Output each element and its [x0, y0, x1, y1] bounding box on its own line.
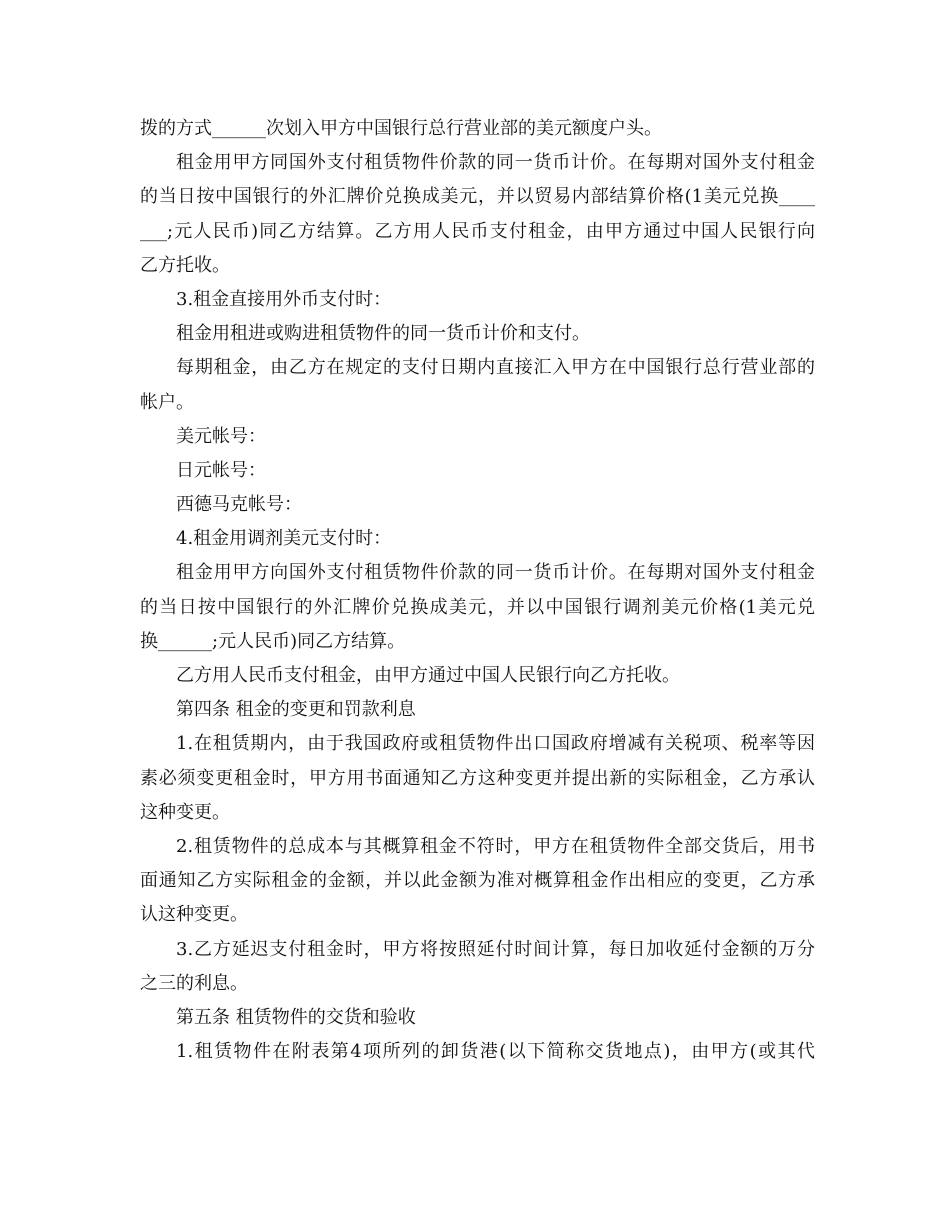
text-line: 帐户。	[140, 391, 194, 413]
text-line: 第四条 租金的变更和罚款利息	[176, 699, 416, 721]
text-line: 拨的方式______次划入甲方中国银行总行营业部的美元额度户头。	[140, 118, 662, 139]
text-line: 2.租赁物件的总成本与其概算租金不符时，甲方在租赁物件全部交货后，用书	[176, 835, 815, 857]
text-line: ___;元人民币)同乙方结算。乙方用人民币支付租金，由甲方通过中国人民银行向	[140, 220, 815, 242]
text-line: 乙方用人民币支付租金，由甲方通过中国人民银行向乙方托收。	[176, 665, 680, 686]
text-line: 1.租赁物件在附表第4项所列的卸货港(以下简称交货地点)，由甲方(或其代	[176, 1041, 815, 1063]
text-line: 4.租金用调剂美元支付时：	[176, 528, 392, 550]
text-line: 租金用甲方同国外支付租赁物件价款的同一货币计价。在每期对国外支付租金	[176, 152, 815, 174]
text-line: 美元帐号：	[176, 425, 266, 447]
text-line: 这种变更。	[140, 801, 230, 823]
text-line: 素必须变更租金时，甲方用书面通知乙方这种变更并提出新的实际租金，乙方承认	[140, 767, 815, 789]
text-line: 租金用租进或购进租赁物件的同一货币计价和支付。	[176, 323, 590, 345]
text-line: 3.乙方延迟支付租金时，甲方将按照延付时间计算，每日加收延付金额的万分	[176, 938, 815, 960]
text-line: 3.租金直接用外币支付时：	[176, 288, 392, 310]
text-line: 第五条 租赁物件的交货和验收	[176, 1006, 416, 1028]
text-line: 日元帐号：	[176, 459, 266, 481]
text-line: 换______;元人民币)同乙方结算。	[140, 630, 406, 652]
text-line: 每期租金，由乙方在规定的支付日期内直接汇入甲方在中国银行总行营业部的	[176, 357, 815, 379]
document-body	[140, 112, 815, 1069]
text-line: 面通知乙方实际租金的金额，并以此金额为准对概算租金作出相应的变更，乙方承	[140, 870, 815, 892]
text-line: 1.在租赁期内，由于我国政府或租赁物件出口国政府增减有关税项、税率等因	[176, 733, 815, 755]
text-line: 租金用甲方向国外支付租赁物件价款的同一货币计价。在每期对国外支付租金	[176, 562, 815, 584]
text-line: 认这种变更。	[140, 904, 248, 926]
text-line: 的当日按中国银行的外汇牌价兑换成美元，并以贸易内部结算价格(1美元兑换____	[140, 186, 815, 208]
text-line: 之三的利息。	[140, 972, 248, 994]
text-line: 的当日按中国银行的外汇牌价兑换成美元，并以中国银行调剂美元价格(1美元兑	[140, 596, 815, 618]
text-line: 西德马克帐号：	[176, 494, 302, 516]
text-line: 乙方托收。	[140, 254, 230, 276]
